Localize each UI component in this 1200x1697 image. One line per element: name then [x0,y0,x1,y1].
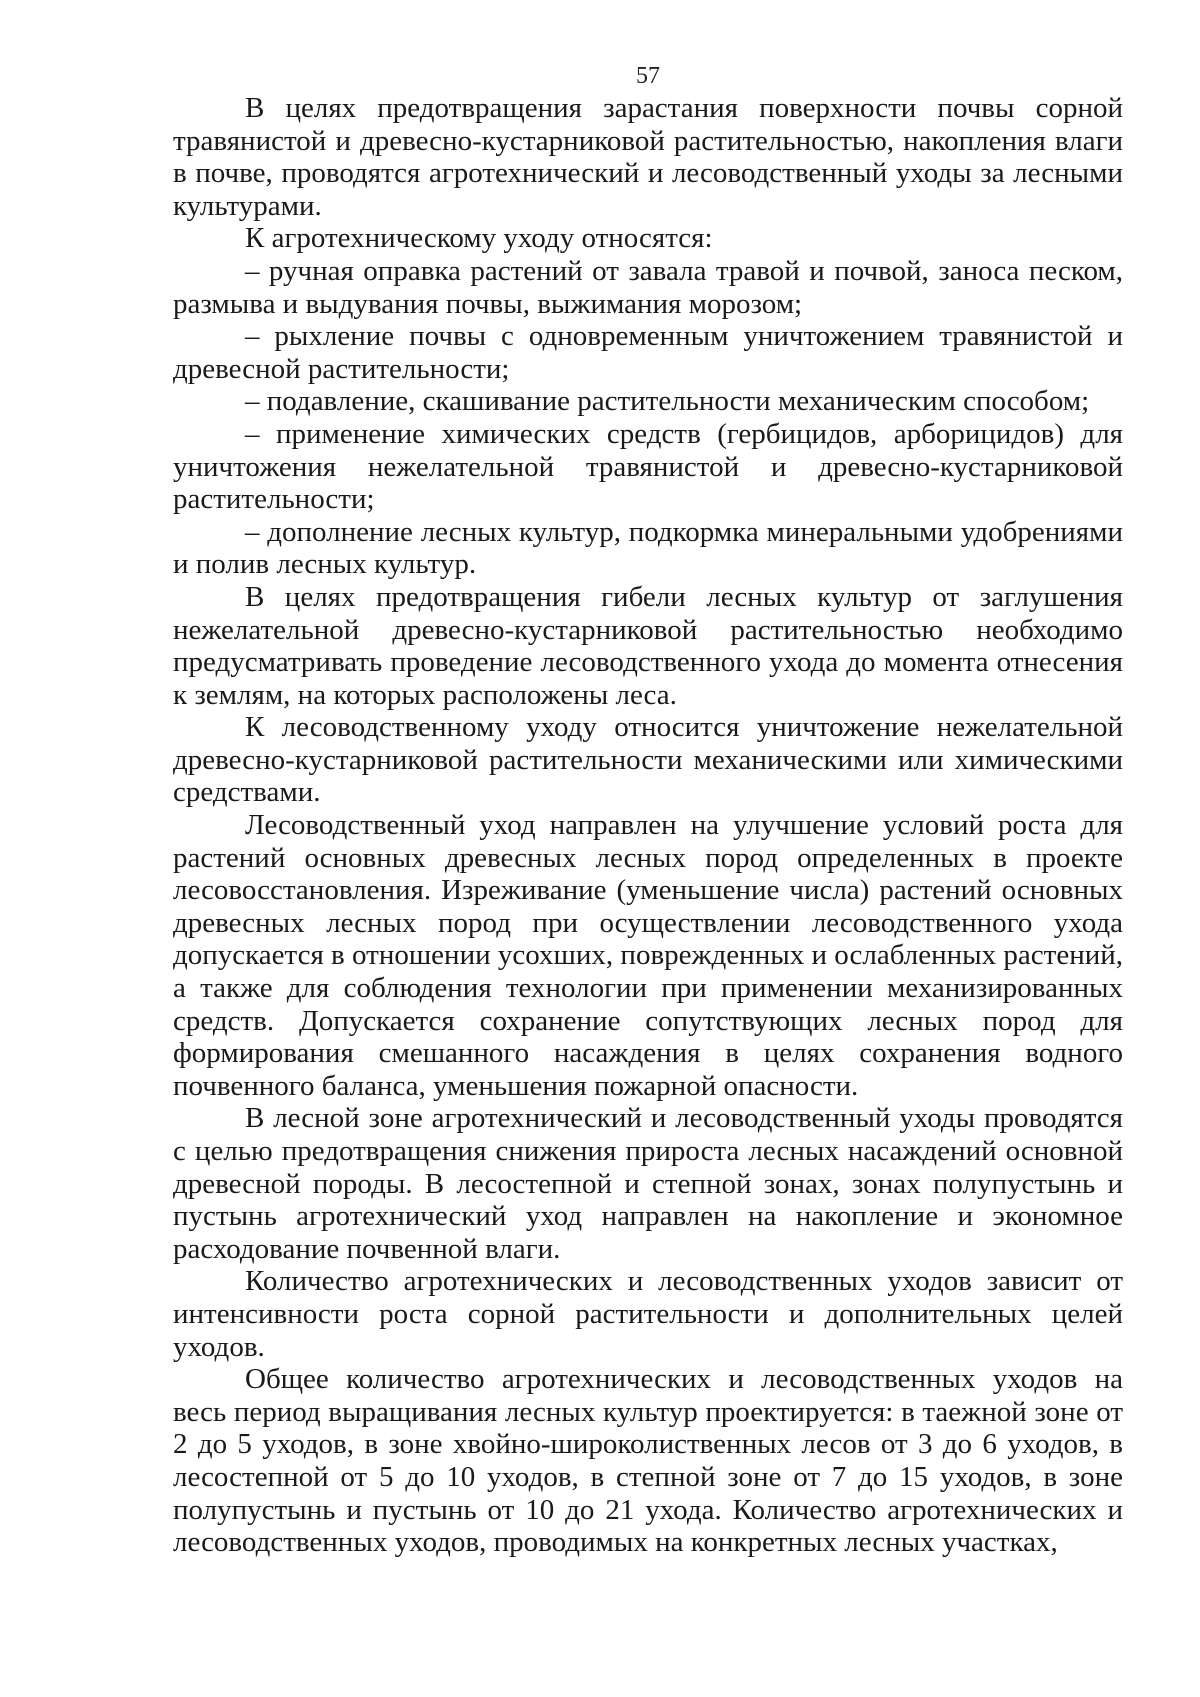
page-number: 57 [636,63,660,89]
list-item-chemicals: – применение химических средств (гербицидов, арборицидов) для уничтожения нежелательной травянистой и древесно-кустарниковой растительности; [173,417,1123,516]
paragraph-agrotech-intro: К агротехническому уходу относятся: [245,222,713,255]
paragraph-silvicultural-timing: В целях предотвращения гибели лесных культур от заглушения нежелательной древесно-кустарниковой растительностью необходимо предусматривать проведение лесоводственного ухода до момента отнесения к землям, на которых расположены леса. [173,580,1123,711]
paragraph-silvicultural-purpose: Лесоводственный уход направлен на улучшение условий роста для растений основных древесных лесных пород определенных в проекте лесовосстановления. Изреживание (уменьшение числа) растений основных древесных лесных пород при осуществлении лесоводственного ухода допускается в отношении усохших, поврежденных и ослабленных растений, а также для соблюдения технологии при применении механизированных средств. Допускается сохранение сопутствующих лесных пород для формирования смешанного насаждения в целях сохранения водного почвенного баланса, уменьшения пожарной опасности. [173,809,1123,1102]
list-item-supplement: – дополнение лесных культур, подкормка минеральными удобрениями и полив лесных культур. [173,515,1123,581]
paragraph-silvicultural-definition: К лесоводственному уходу относится уничтожение нежелательной древесно-кустарниковой растительности механическими или химическими средствами. [173,711,1123,809]
list-item-manual-correction: – ручная оправка растений от завала травой и почвой, заноса песком, размыва и выдувания почвы, выжимания морозом; [173,254,1123,320]
paragraph-total-count: Общее количество агротехнических и лесоводственных уходов на весь период выращивания лесных культур проектируется: в таежной зоне от 2 до 5 уходов, в зоне хвойно-широколиственных лесов от 3 до 6 уходов, в лесостепной от 5 до 10 уходов, в степной зоне от 7 до 15 уходов, в зоне полупустынь и пустынь от 10 до 21 ухода. Количество агротехнических и лесоводственных уходов, проводимых на конкретных лесных участках, [173,1363,1123,1559]
paragraph-care-purpose: В целях предотвращения зарастания поверхности почвы сорной травянистой и древесно-кустарниковой растительностью, накопления влаги в почве, проводятся агротехнический и лесоводственный уходы за лесными культурами. [173,92,1123,222]
paragraph-care-count: Количество агротехнических и лесоводственных уходов зависит от интенсивности роста сорной растительности и дополнительных целей уходов. [173,1265,1123,1363]
paragraph-zones: В лесной зоне агротехнический и лесоводственный уходы проводятся с целью предотвращения снижения прироста лесных насаждений основной древесной породы. В лесостепной и степной зонах, зонах полупустынь и пустынь агротехнический уход направлен на накопление и экономное расходование почвенной влаги. [173,1102,1123,1265]
list-item-loosening: – рыхление почвы с одновременным уничтожением травянистой и древесной растительности; [173,320,1123,385]
document-page [173,60,1123,1559]
list-item-mowing: – подавление, скашивание растительности механическим способом; [245,385,1090,418]
